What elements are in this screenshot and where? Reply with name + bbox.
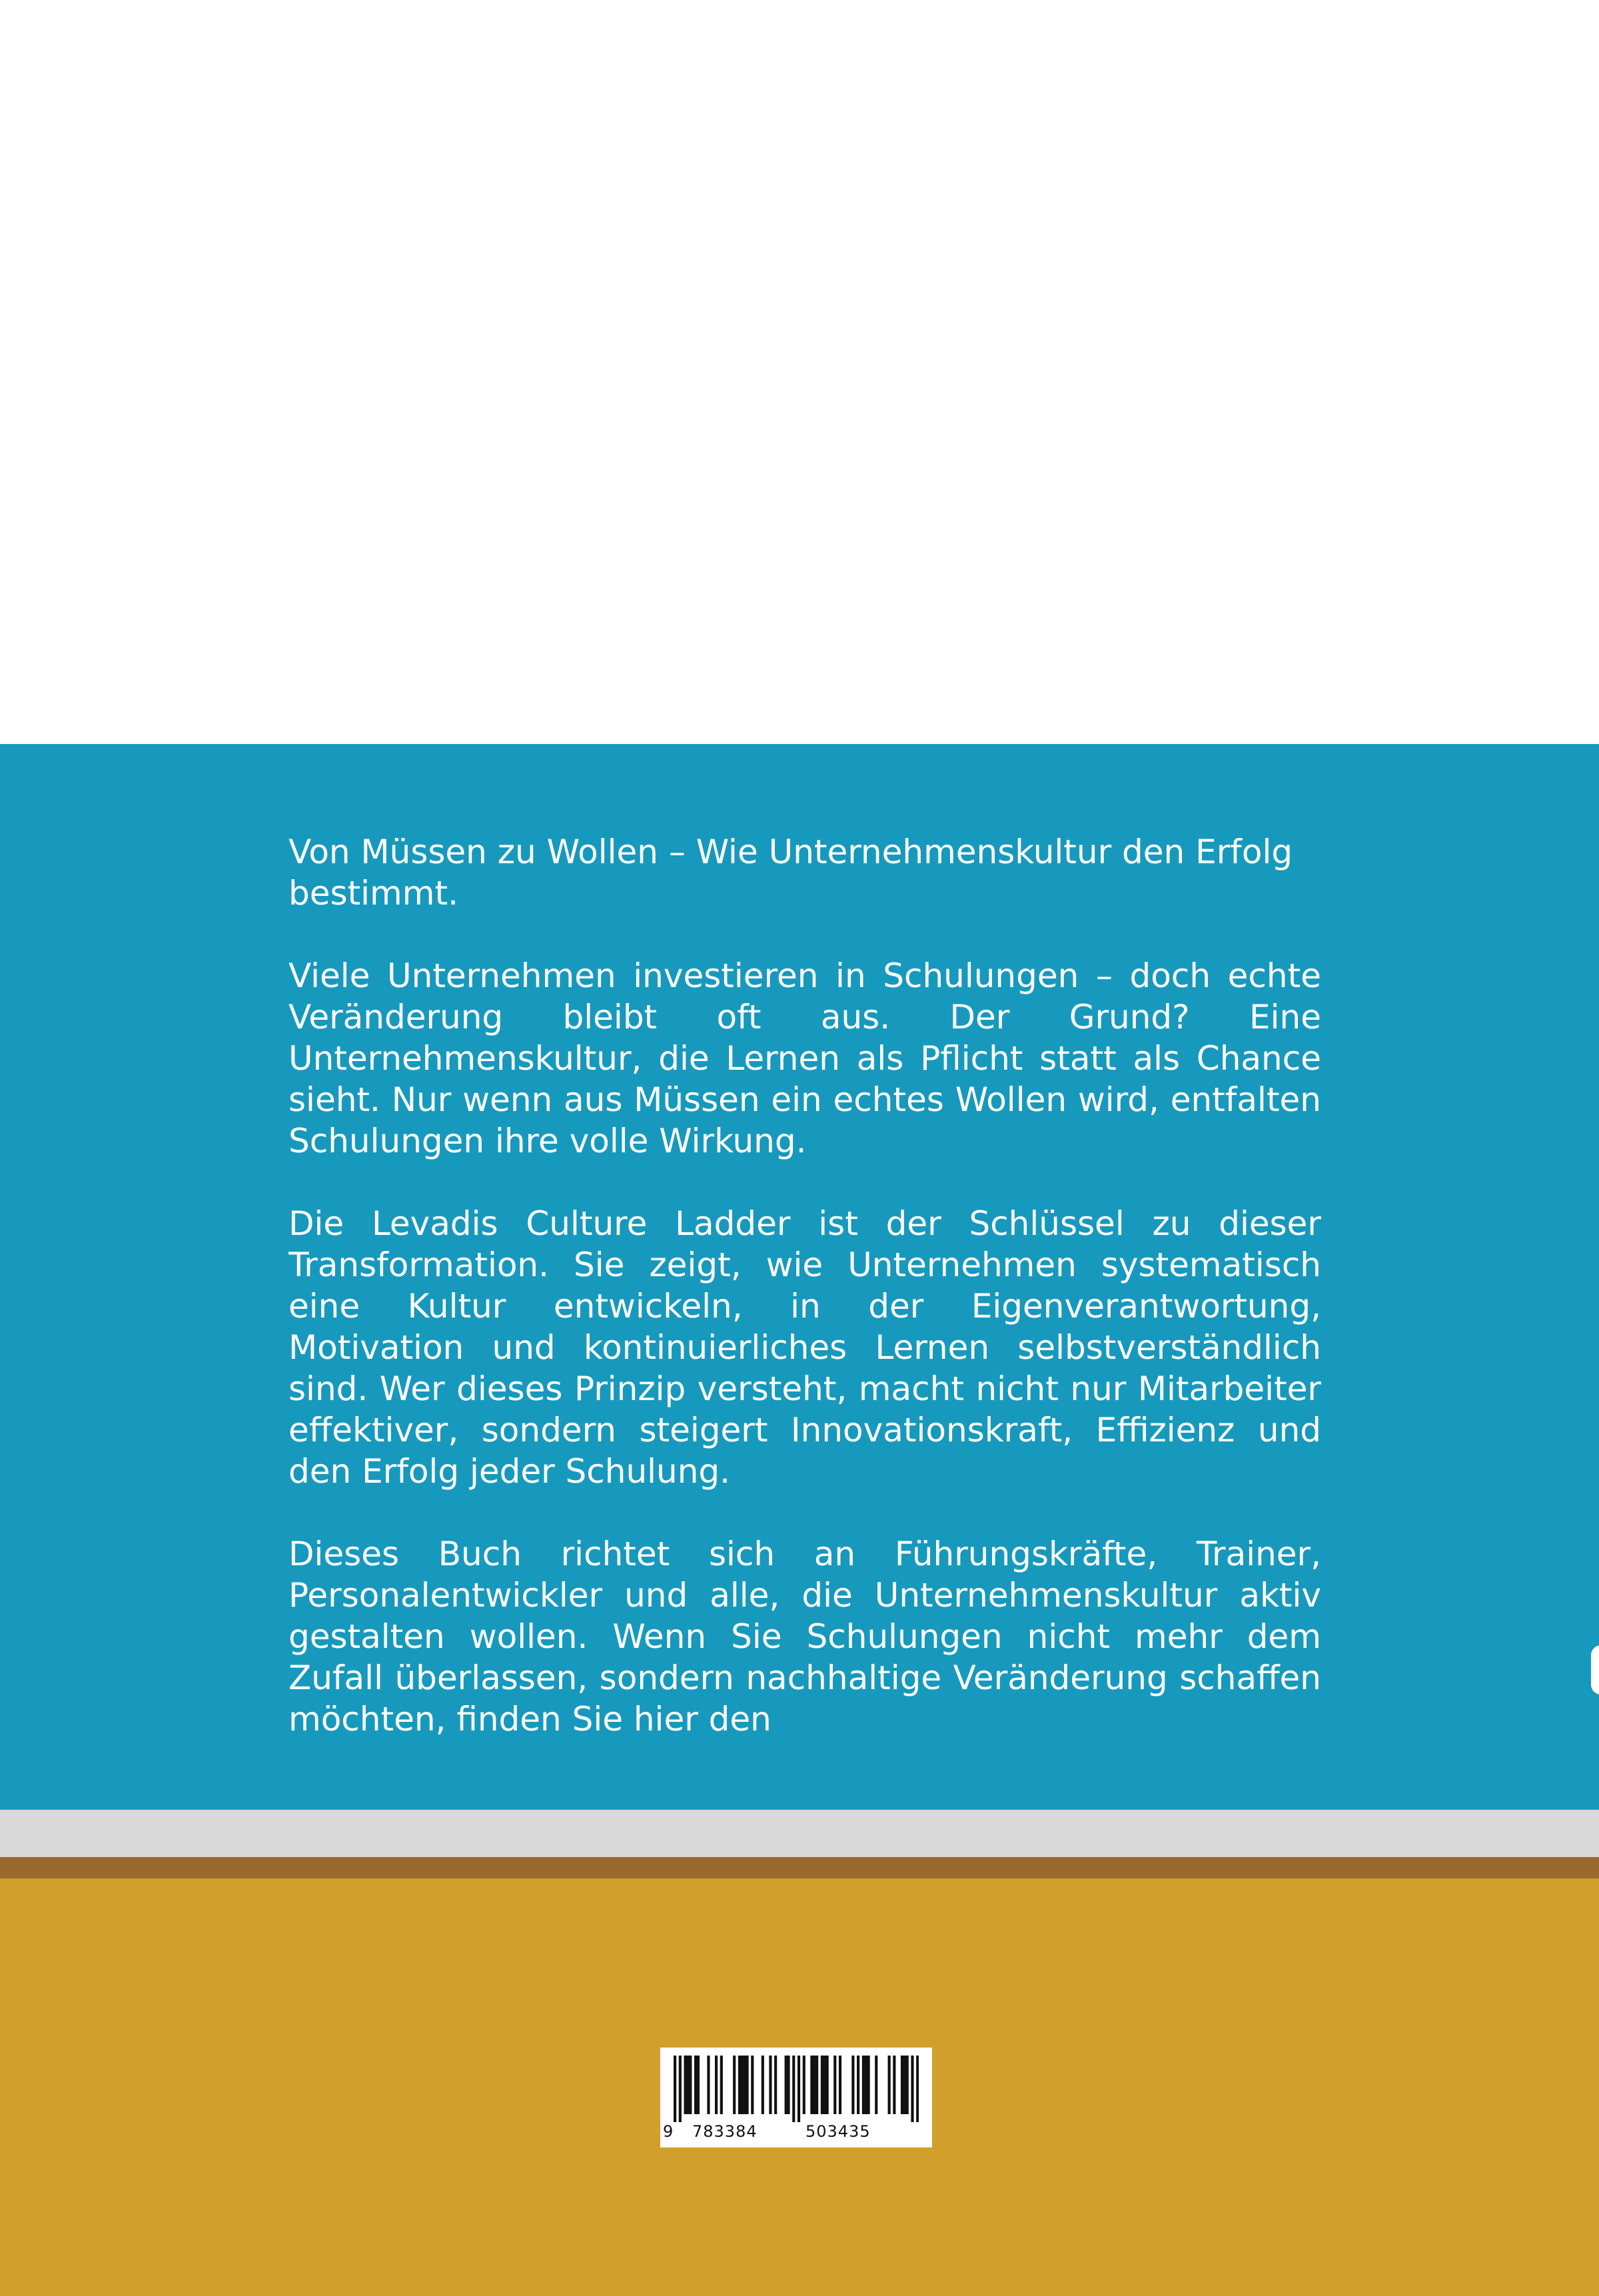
barcode-bar: [785, 2056, 788, 2114]
back-cover-blurb: [288, 744, 1321, 1743]
barcode-bar: [875, 2056, 877, 2114]
barcode-bar: [744, 2056, 746, 2114]
barcode-bar: [903, 2056, 906, 2114]
barcode-bar: [751, 2056, 754, 2114]
barcode-bar: [833, 2056, 836, 2114]
barcode-bar: [823, 2056, 826, 2114]
brown-stripe: [0, 1857, 1599, 1878]
barcode-bar: [901, 2056, 903, 2114]
barcode-bar: [798, 2056, 800, 2122]
blurb-headline: Von Müssen zu Wollen – Wie Unternehmenskultur den Erfolg bestimmt.: [288, 833, 1293, 913]
barcode-bar: [741, 2056, 744, 2114]
blurb-paragraph-3: Dieses Buch richtet sich an Führungskräfte, Trainer, Personalentwickler und alle, die Unternehmenskultur aktiv gestalten wollen. Wenn Sie Schulungen nicht mehr dem Zufall überlassen, sondern nachhaltige Veränderung schaffen möchten, finden Sie hier den: [288, 1535, 1321, 1738]
barcode-bar: [862, 2056, 865, 2114]
barcode-bar: [826, 2056, 829, 2114]
barcode-bar: [679, 2056, 682, 2122]
barcode-bar: [746, 2056, 748, 2114]
barcode-bar: [813, 2056, 815, 2114]
isbn-barcode: [660, 2048, 932, 2147]
barcode-first-digit: 9: [663, 2122, 674, 2141]
barcode-bar: [851, 2056, 854, 2114]
barcode-bar: [803, 2056, 805, 2114]
barcode-bar: [810, 2056, 813, 2114]
barcode-bar: [774, 2056, 777, 2114]
edge-mark: [1591, 1645, 1599, 1695]
barcode-bar: [857, 2056, 859, 2114]
barcode-bar: [762, 2056, 764, 2114]
barcode-bar: [684, 2056, 686, 2114]
barcode-bar: [888, 2056, 891, 2114]
barcode-bar: [911, 2056, 913, 2122]
barcode-bar: [787, 2056, 790, 2114]
barcode-bar: [839, 2056, 841, 2114]
barcode-left-digits: 783384: [692, 2122, 758, 2141]
barcode-bar: [697, 2056, 700, 2114]
barcode-bar: [916, 2056, 919, 2122]
barcode-bar: [707, 2056, 710, 2114]
barcode-bar: [865, 2056, 867, 2114]
blurb-paragraph-1: Viele Unternehmen investieren in Schulungen – doch echte Veränderung bleibt oft aus. Der Grund? Eine Unternehmenskultur, die Lernen als Pflicht statt als Chance sieht. Nur wenn aus Müssen ein echtes Wollen wird, entfalten Schulungen ihre volle Wirkung.: [288, 957, 1321, 1160]
barcode-bar: [686, 2056, 689, 2114]
barcode-bar: [769, 2056, 772, 2114]
barcode-right-digits: 503435: [805, 2122, 871, 2141]
top-blank-area: [0, 0, 1599, 744]
barcode-bar: [738, 2056, 741, 2114]
barcode-bar: [867, 2056, 870, 2114]
barcode-bar: [720, 2056, 723, 2114]
barcode-bar: [715, 2056, 718, 2114]
blurb-paragraph-2: Die Levadis Culture Ladder ist der Schlüssel zu dieser Transformation. Sie zeigt, wie Unternehmen systematisch eine Kultur entwickeln, in der Eigenverantwortung, Motivation und kontinuierliches Lernen selbstverständlich sind. Wer dieses Prinzip versteht, macht nicht nur Mitarbeiter effektiver, sondern steigert Innovationskraft, Effizienz und den Erfolg jeder Schulung.: [288, 1204, 1321, 1491]
barcode-bar: [815, 2056, 818, 2114]
grey-stripe: [0, 1810, 1599, 1857]
barcode-bar: [674, 2056, 676, 2122]
barcode-bar: [694, 2056, 697, 2114]
blurb-cutoff: [0, 1745, 1599, 1810]
barcode-bar: [733, 2056, 736, 2114]
barcode-bar: [893, 2056, 895, 2114]
barcode-bar: [792, 2056, 795, 2122]
barcode-bars: [674, 2056, 919, 2122]
barcode-bar: [689, 2056, 692, 2114]
barcode-bar: [906, 2056, 909, 2114]
barcode-bar: [821, 2056, 823, 2114]
